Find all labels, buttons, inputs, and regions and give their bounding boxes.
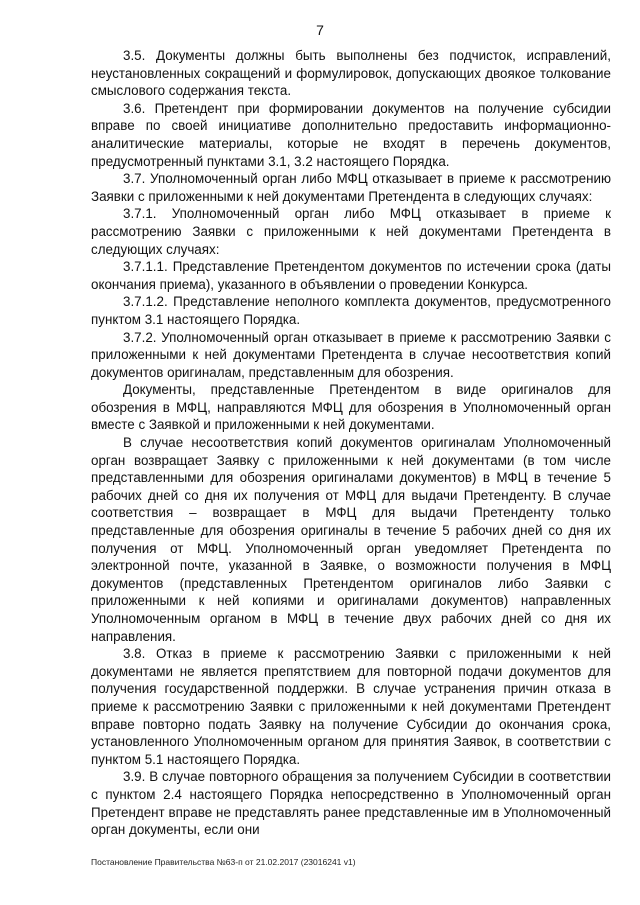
paragraph-3-7-1-2: 3.7.1.2. Представление неполного комплекта документов, предусмотренного пунктом 3.1 настоящего Порядка. [91, 294, 611, 327]
paragraph-3-7: 3.7. Уполномоченный орган либо МФЦ отказывает в приеме к рассмотрению Заявки с приложенными к ней документами Претендента в следующих случаях: [91, 171, 611, 204]
paragraph-3-8: 3.8. Отказ в приеме к рассмотрению Заявки с приложенными к ней документами не является препятствием для повторной подачи документов для получения государственной поддержки. В случае устранения причин отказа в приеме к рассмотрению Заявки с приложенными к ней документами Претендент вправе повторно подать Заявку на получение Субсидии до окончания срока, установленного Уполномоченным органом для принятия Заявок, в соответствии с пунктом 5.1 настоящего Порядка. [91, 646, 611, 767]
paragraph-originals-to-authority: Документы, представленные Претендентом в виде оригиналов для обозрения в МФЦ, направляются МФЦ для обозрения в Уполномоченный орган вместе с Заявкой и приложенными к ней документами. [91, 382, 611, 433]
paragraph-3-6: 3.6. Претендент при формировании документов на получение субсидии вправе по своей инициативе дополнительно предоставить информационно-аналитические материалы, которые не входят в перечень документов, предусмотренный пунктами 3.1, 3.2 настоящего Порядка. [91, 100, 611, 169]
paragraph-3-7-1: 3.7.1. Уполномоченный орган либо МФЦ отказывает в приеме к рассмотрению Заявки с приложенными к ней документами Претендента в следующих случаях: [91, 206, 611, 257]
document-body [91, 47, 611, 839]
page-number: 7 [316, 22, 324, 38]
paragraph-3-5: 3.5. Документы должны быть выполнены без подчисток, исправлений, неустановленных сокращений и формулировок, допускающих двоякое толкование смыслового содержания текста. [91, 48, 611, 99]
paragraph-3-7-2: 3.7.2. Уполномоченный орган отказывает в приеме к рассмотрению Заявки с приложенными к ней документами Претендента в случае несоответствия копий документов оригиналам, представленным для обозрения. [91, 329, 611, 380]
paragraph-3-7-1-1: 3.7.1.1. Представление Претендентом документов по истечении срока (даты окончания приема), указанного в объявлении о проведении Конкурса. [91, 259, 611, 292]
paragraph-mismatch-return: В случае несоответствия копий документов оригиналам Уполномоченный орган возвращает Заявку с приложенными к ней документами (в том числе представленными для обозрения оригиналами документов) в МФЦ в течение 5 рабочих дней со дня их получения от МФЦ для выдачи Претенденту. В случае соответствия – возвращает в МФЦ для выдачи Претенденту только представленные для обозрения оригиналы в течение 5 рабочих дней со дня их получения от МФЦ. Уполномоченный орган уведомляет Претендента по электронной почте, указанной в Заявке, о возможности получения в МФЦ документов (представленных Претендентом оригиналов либо Заявки с приложенными к ней копиями и оригиналами документов) направленных Уполномоченным органом в МФЦ в течение двух рабочих дней со дня их направления. [91, 435, 611, 644]
footer-document-reference: Постановление Правительства №63-п от 21.02.2017 (23016241 v1) [91, 857, 356, 867]
paragraph-3-9: 3.9. В случае повторного обращения за получением Субсидии в соответствии с пунктом 2.4 настоящего Порядка непосредственно в Уполномоченный орган Претендент вправе не представлять ранее представленные им в Уполномоченный орган документы, если они [91, 769, 611, 838]
